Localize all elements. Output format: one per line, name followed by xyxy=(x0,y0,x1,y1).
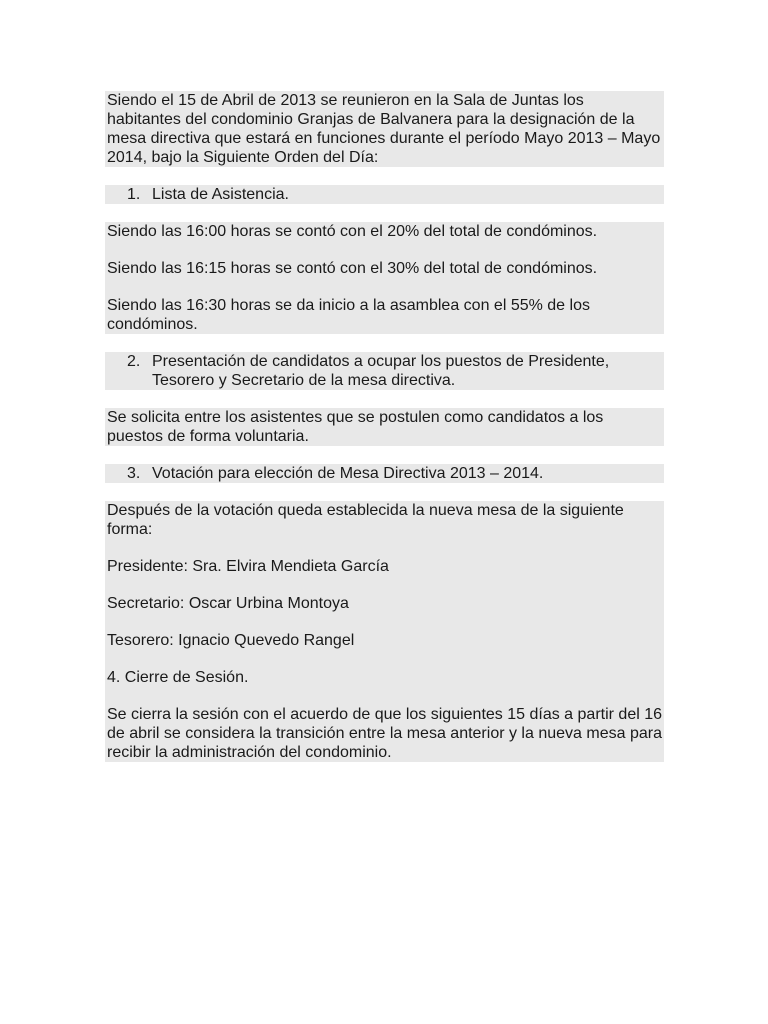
treasurer-line: Tesorero: Ignacio Quevedo Rangel xyxy=(107,632,355,649)
intro-paragraph xyxy=(105,91,664,167)
attendance-line-2: Siendo las 16:15 horas se contó con el 30% del total de condóminos. xyxy=(107,260,598,277)
closing-text: Se cierra la sesión con el acuerdo de que los siguientes 15 días a partir del 16 de abril se considera la transición entre la mesa anterior y la nueva mesa para recibir la administración del condominio. xyxy=(107,706,663,761)
agenda-item-number: 3. xyxy=(127,465,141,482)
attendance-line-3: Siendo las 16:30 horas se da inicio a la asamblea con el 55% de los condóminos. xyxy=(107,297,590,333)
intro-text: Siendo el 15 de Abril de 2013 se reunieron en la Sala de Juntas los habitantes del condominio Granjas de Balvanera para la designación de la mesa directiva que estará en funciones durante el período Mayo 2013 – Mayo 2014, bajo la Siguiente Orden del Día: xyxy=(107,92,661,166)
candidates-paragraph xyxy=(105,408,664,446)
agenda-item-3 xyxy=(105,464,664,483)
attendance-line-1: Siendo las 16:00 horas se contó con el 20% del total de condóminos. xyxy=(107,223,598,240)
attendance-section xyxy=(105,222,664,334)
document-page xyxy=(105,91,664,762)
agenda-item-text: Presentación de candidatos a ocupar los puestos de Presidente, Tesorero y Secretario de la mesa directiva. xyxy=(152,353,610,389)
agenda-item-number: 2. xyxy=(127,353,141,370)
agenda-item-text: Lista de Asistencia. xyxy=(152,186,289,203)
agenda-item-text: Votación para elección de Mesa Directiva 2013 – 2014. xyxy=(152,465,544,482)
secretary-line: Secretario: Oscar Urbina Montoya xyxy=(107,595,349,612)
president-line: Presidente: Sra. Elvira Mendieta García xyxy=(107,558,389,575)
candidates-text: Se solicita entre los asistentes que se postulen como candidatos a los puestos de forma voluntaria. xyxy=(107,409,604,445)
results-section xyxy=(105,501,664,762)
agenda-item-2 xyxy=(105,352,664,390)
agenda-item-number: 1. xyxy=(127,186,141,203)
closing-heading: 4. Cierre de Sesión. xyxy=(107,669,249,686)
agenda-item-1 xyxy=(105,185,664,204)
results-intro: Después de la votación queda establecida la nueva mesa de la siguiente forma: xyxy=(107,502,624,538)
